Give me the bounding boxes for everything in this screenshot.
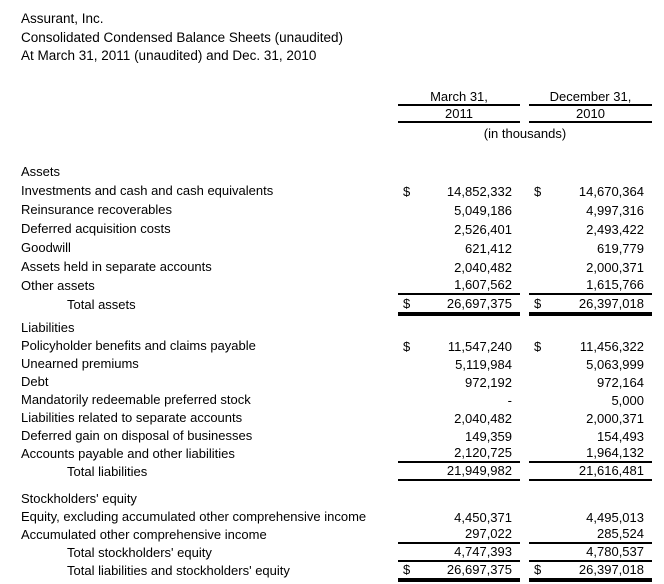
table-row [21,526,652,544]
value-cell-col2 [529,526,652,544]
value-2010: 1,615,766 [586,276,644,292]
value-2011: 149,359 [465,428,512,444]
value-2010: 2,000,371 [586,410,644,426]
column-gap [520,337,529,355]
col1-month-header: March 31, [398,89,520,106]
value-2011: 5,049,186 [454,202,512,218]
value-cell-col1 [398,200,520,219]
value-2011: 4,450,371 [454,509,512,525]
col2-month-header: December 31, [529,89,652,106]
value-cell-col2 [529,276,652,295]
value-2011: 972,192 [465,374,512,390]
column-gap [520,526,529,544]
value-cell-col1 [398,508,520,526]
column-gap [520,373,529,391]
value-cell-col2 [529,373,652,391]
value-cell-col1 [398,526,520,544]
table-row [21,181,652,200]
value-2011: - [507,392,512,408]
value-cell-col2 [529,544,652,562]
value-2011: 621,412 [465,240,512,256]
value-cell-col2 [529,181,652,200]
value-2010: 972,164 [597,374,644,390]
table-row [21,257,652,276]
value-2011: 26,697,375 [446,561,512,577]
document-header [21,10,652,66]
value-2011: 11,547,240 [447,338,512,354]
value-2010: 2,000,371 [586,259,644,275]
column-gap [520,295,529,314]
value-2010: 14,670,364 [578,183,644,199]
row-label: Equity, excluding accumulated other comprehensive income [21,508,367,524]
dollar-sign: $ [534,338,542,354]
date-line: At March 31, 2011 (unaudited) and Dec. 31, 2010 [21,48,317,63]
value-cell-col2 [529,463,652,481]
table-row [21,355,652,373]
value-cell-col2 [529,219,652,238]
table-row [21,219,652,238]
value-2011: 5,119,984 [455,356,512,372]
dollar-sign: $ [534,561,542,577]
value-cell-col2 [529,409,652,427]
value-2011: 2,040,482 [454,259,512,275]
dollar-sign: $ [403,338,411,354]
column-gap [520,427,529,445]
value-cell-col2 [529,337,652,355]
row-label: Policyholder benefits and claims payable [21,337,256,353]
value-cell-col1 [398,463,520,481]
table-row [21,508,652,526]
value-cell-col1 [398,276,520,295]
table-row [21,200,652,219]
value-2011: 2,120,725 [454,444,512,460]
value-cell-col1 [398,181,520,200]
value-cell-col1 [398,562,520,580]
value-2010: 2,493,422 [586,221,644,237]
table-row [21,337,652,355]
dollar-sign: $ [534,295,542,311]
row-label: Accounts payable and other liabilities [21,445,235,461]
value-2010: 21,616,481 [578,462,644,478]
value-2011: 1,607,562 [454,276,512,292]
value-2010: 285,524 [597,525,644,541]
value-cell-col1 [398,409,520,427]
row-label: Other assets [21,277,95,293]
column-gap [520,445,529,463]
value-cell-col2 [529,200,652,219]
section-header: Liabilities [21,319,75,335]
dollar-sign: $ [403,183,411,199]
section-header: Stockholders' equity [21,490,137,506]
table-row [21,295,652,314]
table-row [21,544,652,562]
section-header-row [21,162,652,181]
row-label: Accumulated other comprehensive income [21,526,267,542]
table-row [21,562,652,580]
dollar-sign: $ [534,183,542,199]
value-cell-col2 [529,508,652,526]
col1-year-header: 2011 [398,106,520,123]
row-label: Liabilities related to separate accounts [21,409,243,425]
row-label: Goodwill [21,239,71,255]
document-title: Consolidated Condensed Balance Sheets (unaudited) [21,29,343,45]
section-2 [21,490,652,580]
row-label: Total liabilities and stockholders' equity [67,562,290,578]
row-label: Assets held in separate accounts [21,258,212,274]
column-gap [520,355,529,373]
table-row [21,373,652,391]
dollar-sign: $ [403,295,411,311]
row-label: Total assets [67,296,136,312]
column-gap [520,544,529,562]
column-gap [520,219,529,238]
value-2010: 619,779 [597,240,644,256]
value-cell-col2 [529,391,652,409]
value-cell-col1 [398,373,520,391]
units-note: (in thousands) [483,125,567,141]
value-2010: 5,063,999 [586,356,644,372]
column-gap [520,238,529,257]
value-cell-col1 [398,257,520,276]
value-cell-col2 [529,238,652,257]
value-cell-col2 [529,427,652,445]
value-2010: 26,397,018 [578,561,644,577]
table-row [21,238,652,257]
table-row [21,445,652,463]
value-cell-col1 [398,355,520,373]
column-gap [520,409,529,427]
column-gap [520,257,529,276]
value-2010: 4,780,537 [586,543,644,559]
column-gap [520,562,529,580]
column-gap [520,463,529,481]
col2-year-header: 2010 [529,106,652,123]
row-label: Reinsurance recoverables [21,201,173,217]
statement-sections [21,162,652,580]
value-cell-col1 [398,238,520,257]
value-cell-col1 [398,219,520,238]
value-2011: 21,949,982 [446,462,512,478]
value-cell-col1 [398,544,520,562]
value-cell-col1 [398,295,520,314]
value-cell-col2 [529,295,652,314]
value-2011: 26,697,375 [446,295,512,311]
section-1 [21,319,652,481]
column-gap [520,181,529,200]
company-name: Assurant, Inc. [21,11,104,26]
section-header-row [21,319,652,337]
row-label: Deferred gain on disposal of businesses [21,427,253,443]
column-gap [520,276,529,295]
table-row [21,391,652,409]
value-cell-col1 [398,427,520,445]
section-0 [21,162,652,314]
table-row [21,427,652,445]
row-label: Total liabilities [67,463,148,479]
row-label: Debt [21,373,49,389]
row-label: Mandatorily redeemable preferred stock [21,391,251,407]
table-row [21,409,652,427]
value-2011: 4,747,393 [454,543,512,559]
value-2011: 14,852,332 [446,183,512,199]
section-header: Assets [21,163,61,179]
value-2010: 4,495,013 [586,509,644,525]
value-2011: 2,526,401 [454,221,512,237]
dollar-sign: $ [403,561,411,577]
value-2010: 11,456,322 [579,338,644,354]
row-label: Deferred acquisition costs [21,220,171,236]
value-cell-col2 [529,445,652,463]
value-2011: 2,040,482 [454,410,512,426]
column-gap [520,391,529,409]
table-row [21,276,652,295]
row-label: Unearned premiums [21,355,139,371]
value-2010: 154,493 [597,428,644,444]
value-2010: 5,000 [611,392,644,408]
value-2011: 297,022 [465,525,512,541]
value-cell-col1 [398,337,520,355]
column-gap [520,200,529,219]
value-2010: 26,397,018 [578,295,644,311]
row-label: Investments and cash and cash equivalents [21,182,274,198]
value-2010: 1,964,132 [586,444,644,460]
row-label: Total stockholders' equity [67,544,212,560]
value-cell-col1 [398,445,520,463]
table-row [21,463,652,481]
value-cell-col1 [398,391,520,409]
value-cell-col2 [529,257,652,276]
value-2010: 4,997,316 [586,202,644,218]
value-cell-col2 [529,562,652,580]
section-header-row [21,490,652,508]
column-gap [520,508,529,526]
value-cell-col2 [529,355,652,373]
column-headers [21,89,652,143]
